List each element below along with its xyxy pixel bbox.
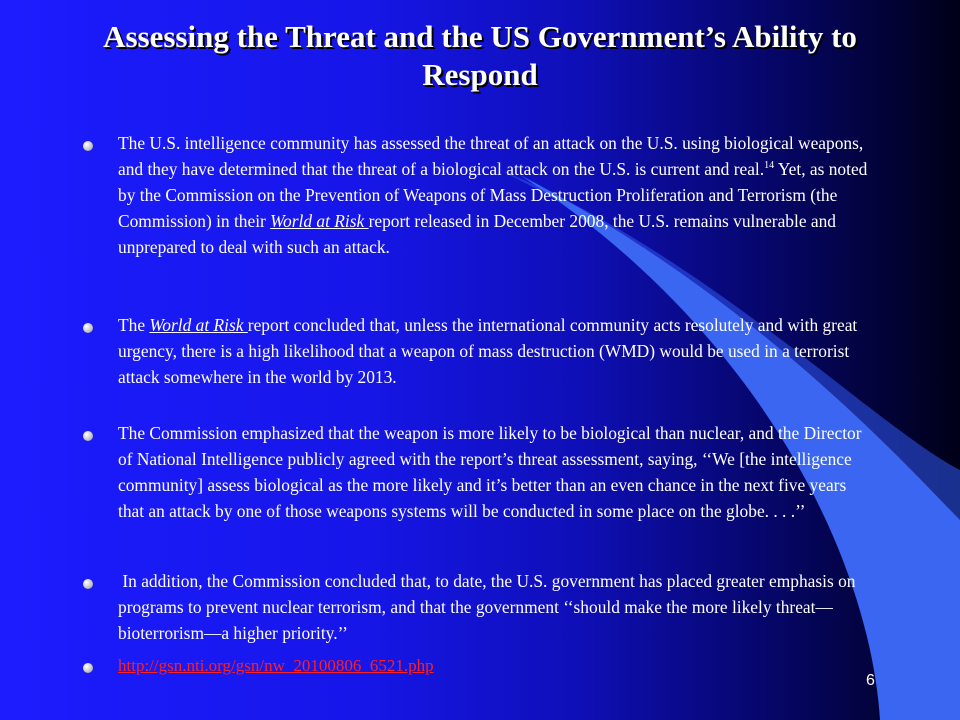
source-link[interactable]: http://gsn.nti.org/gsn/nw_20100806_6521.php <box>118 656 434 675</box>
bullet-link <box>78 652 868 679</box>
bullet-dot-icon <box>83 579 93 589</box>
slide-title: Assessing the Threat and the US Government’s Ability to Respond <box>103 19 857 92</box>
bullet-dot-icon <box>83 141 93 151</box>
bullet-3 <box>78 420 868 524</box>
bullet-2 <box>78 312 868 390</box>
report-title-link[interactable]: World at Risk <box>270 211 369 231</box>
bullet-1-text: The U.S. intelligence community has assessed the threat of an attack on the U.S. using biological weapons, and they have determined that the threat of a biological attack on the U.S. is current and real. <box>118 133 868 179</box>
footnote-marker: 14 <box>764 160 775 172</box>
bullet-4-text: In addition, the Commission concluded that, to date, the U.S. government has placed greater emphasis on programs to prevent nuclear terrorism, and that the government ‘‘should make the more likely threat— bioterrorism—a higher priority.’’ <box>118 571 860 643</box>
report-title-link[interactable]: World at Risk <box>149 315 248 335</box>
bullet-dot-icon <box>83 323 93 333</box>
bullet-2-text: The <box>118 315 150 335</box>
bullet-3-text: The Commission emphasized that the weapon is more likely to be biological than nuclear, and the Director of National Intelligence publicly agreed with the report’s threat assessment, saying, ‘‘We [the intelligence community] assess biological as the more likely and it’s better than an even chance in the next five years that an attack by one of those weapons systems will be conducted in some place on the globe. . . .’’ <box>118 423 866 521</box>
bullet-1 <box>78 130 872 260</box>
bullet-1-text-cont: Yet, as noted by the Commission on the Prevention of Weapons of Mass Destruction Proliferation and Terrorism (the Commission) in their <box>118 159 872 231</box>
bullet-1-text-end: report released in December 2008, the U.S. remains vulnerable and unprepared to deal with such an attack. <box>118 211 841 257</box>
page-number: 6 <box>866 672 875 689</box>
bullet-list <box>78 130 872 679</box>
bullet-dot-icon <box>83 431 93 441</box>
bullet-dot-icon <box>83 663 93 673</box>
bullet-4 <box>78 568 868 646</box>
bullet-2-text-cont: report concluded that, unless the international community acts resolutely and with great urgency, there is a high likelihood that a weapon of mass destruction (WMD) would be used in a terrorist attack somewhere in the world by 2013. <box>118 315 862 387</box>
